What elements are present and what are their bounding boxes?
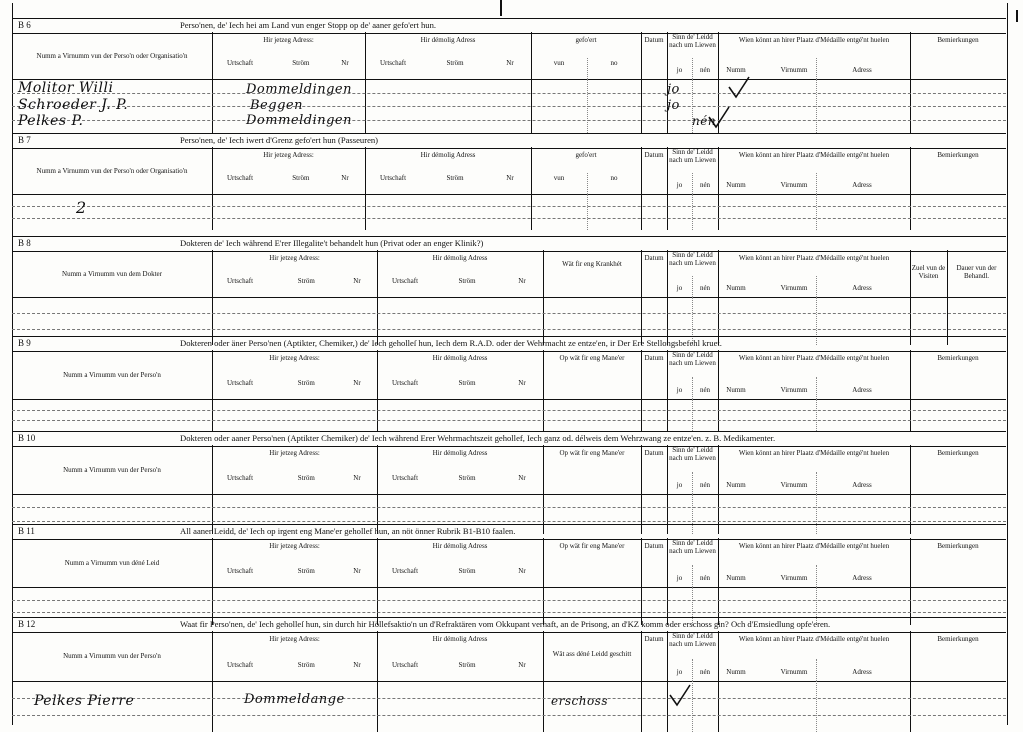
- address-label: Adress: [852, 386, 872, 394]
- handwritten-no: nén: [692, 114, 717, 128]
- row-line: [12, 329, 1006, 330]
- address-label: Adress: [852, 668, 872, 676]
- number-label: Nr: [518, 379, 526, 387]
- locality-label: Urtschaft: [226, 474, 254, 482]
- yes-label: jo: [676, 668, 683, 676]
- no-label: nén: [699, 386, 711, 394]
- handwritten-mark: 2: [76, 198, 87, 217]
- firstname-label: Virnumm: [780, 668, 808, 676]
- section-header: [12, 538, 1006, 588]
- current-address-label: Hir jetzeg Adress:: [263, 151, 314, 159]
- section-rows: [12, 681, 1006, 732]
- row-line: [12, 612, 1006, 613]
- section-code: B 6: [18, 20, 31, 30]
- column-rule-minor: [692, 399, 693, 431]
- street-label: Ström: [292, 174, 310, 182]
- locality-label: Urtschaft: [226, 277, 254, 285]
- section-code: B 7: [18, 135, 31, 145]
- remarks-label: Bemierkungen: [937, 542, 979, 550]
- number-label: Nr: [341, 174, 349, 182]
- name-label: Numm: [726, 386, 746, 394]
- column-rule-minor: [816, 194, 817, 230]
- handwritten-fate-b12: erschoss: [551, 694, 608, 708]
- locality-label: Urtschaft: [226, 59, 254, 67]
- section-b11: [12, 524, 1006, 625]
- section-header: [12, 32, 1006, 80]
- date-label: Datum: [644, 36, 664, 44]
- date-label: Datum: [644, 542, 664, 550]
- address-label: Adress: [852, 481, 872, 489]
- row-line: [12, 420, 1006, 421]
- address-label: Adress: [852, 284, 872, 292]
- former-address-label: Hir démolig Adress: [432, 635, 488, 643]
- street-label: Ström: [297, 379, 315, 387]
- street-label: Ström: [458, 379, 476, 387]
- locality-label: Urtschaft: [379, 59, 407, 67]
- section-code: B 12: [18, 619, 36, 629]
- duration-label: Dauer vun der Behandl.: [956, 264, 997, 280]
- handwritten-yes-2: jo: [667, 98, 680, 113]
- row-line: [12, 507, 1006, 508]
- date-label: Datum: [644, 151, 664, 159]
- current-address-label: Hir jetzeg Adress:: [269, 254, 320, 262]
- name-label: Numm: [726, 574, 746, 582]
- street-label: Ström: [297, 474, 315, 482]
- column-rule: [543, 399, 544, 431]
- street-label: Ström: [458, 277, 476, 285]
- number-label: Nr: [506, 174, 514, 182]
- medal-recipient-label: Wien könnt an hirer Plaatz d'Médaille entgé'nt huelen: [738, 36, 890, 44]
- row-line: [12, 715, 1006, 716]
- column-rule-minor: [816, 399, 817, 431]
- medal-recipient-label: Wien könnt an hirer Plaatz d'Médaille entgé'nt huelen: [738, 449, 890, 457]
- section-title: Perso'nen, de' Iech hei am Land vun enger Stopp op de' aaner gefo'ert hun.: [180, 20, 437, 30]
- first-column-label: Numm a Virnumm vun der Perso'n: [63, 466, 161, 474]
- date-label: Datum: [644, 449, 664, 457]
- handwritten-name-3: Pelkes P.: [18, 113, 84, 129]
- row-line: [12, 218, 1006, 219]
- manner-label: Op wät fir eng Mane'er: [559, 354, 625, 362]
- row-line: [12, 106, 1006, 107]
- name-label: Numm: [726, 181, 746, 189]
- section-b7: [12, 133, 1006, 230]
- column-rule-minor: [816, 58, 817, 79]
- handwritten-place-1: Dommeldingen: [246, 82, 352, 97]
- no-label: nén: [699, 481, 711, 489]
- firstname-label: Virnumm: [780, 181, 808, 189]
- medal-recipient-label: Wien könnt an hirer Plaatz d'Médaille entgé'nt huelen: [738, 635, 890, 643]
- section-rows: [12, 399, 1006, 431]
- former-address-label: Hir démolig Adress: [432, 254, 488, 262]
- number-label: Nr: [353, 474, 361, 482]
- section-title: Dokteren oder äner Perso'nen (Aptikter, Chemiker,) de' Iech geholleſ hun, Iech dem R.A.D. oder der Wehrmacht ze entze'en, ir Der Ere Stellongsbefehl kruet.: [180, 338, 722, 348]
- to-label: no: [610, 174, 618, 182]
- section-header: [12, 147, 1006, 195]
- first-column-label: Numm a Virnumm vun der Perso'n oder Organisatio'n: [36, 52, 188, 60]
- remarks-label: Bemierkungen: [937, 151, 979, 159]
- locality-label: Urtschaft: [391, 567, 419, 575]
- section-title: Perso'nen, de' Iech iwert d'Grenz gefo'ert hun (Passeuren): [180, 135, 379, 145]
- section-rows: [12, 194, 1006, 230]
- firstname-label: Virnumm: [780, 574, 808, 582]
- section-header: [12, 631, 1006, 682]
- alive-label: Sinn de' Leidd nach um Liewen: [669, 33, 716, 49]
- column-rule: [212, 194, 213, 230]
- handwritten-name-1: Molitor Willi: [18, 80, 114, 96]
- number-label: Nr: [518, 567, 526, 575]
- row-line: [12, 521, 1006, 522]
- street-label: Ström: [458, 661, 476, 669]
- column-rule: [365, 194, 366, 230]
- former-address-label: Hir démolig Adress: [420, 36, 476, 44]
- locality-label: Urtschaft: [379, 174, 407, 182]
- no-label: nén: [699, 66, 711, 74]
- former-address-label: Hir démolig Adress: [432, 542, 488, 550]
- fold-mark-right: [1016, 10, 1018, 22]
- section-title: Dokteren oder aaner Perso'nen (Aptikter Chemiker) de' Iech während Erer Wehrmachtszeit gehollef, Iech ganz od. délweis dem Wehrzwang ze entze'en. z. B. Medikamenter.: [180, 433, 776, 443]
- column-rule: [910, 399, 911, 431]
- number-label: Nr: [518, 661, 526, 669]
- section-title: Waat fir Perso'nen, de' Iech geholleſ hun, sin durch hir Höllefsaktio'n un d'Refraktären vom Okkupant verhaft, an de Prisong, an d'KZ komm oder erschoss gin? Och d'Emsiedlung opfe'eren.: [180, 619, 831, 629]
- locality-label: Urtschaft: [226, 567, 254, 575]
- former-address-label: Hir démolig Adress: [432, 354, 488, 362]
- number-label: Nr: [506, 59, 514, 67]
- column-rule: [910, 681, 911, 732]
- number-label: Nr: [518, 474, 526, 482]
- number-label: Nr: [341, 59, 349, 67]
- alive-label: Sinn de' Leidd nach um Liewen: [669, 251, 716, 267]
- row-line: [12, 206, 1006, 207]
- street-label: Ström: [297, 661, 315, 669]
- locality-label: Urtschaft: [226, 379, 254, 387]
- no-label: nén: [699, 181, 711, 189]
- section-code: B 9: [18, 338, 31, 348]
- alive-label: Sinn de' Leidd nach um Liewen: [669, 539, 716, 555]
- current-address-label: Hir jetzeg Adress:: [269, 542, 320, 550]
- to-label: no: [610, 59, 618, 67]
- medal-recipient-label: Wien könnt an hirer Plaatz d'Médaille entgé'nt huelen: [738, 542, 890, 550]
- column-rule-minor: [816, 377, 817, 399]
- handwritten-place-b12: Dommeldange: [244, 692, 345, 707]
- handwritten-name-b12: Pelkes Pierre: [34, 693, 135, 709]
- yes-label: jo: [676, 574, 683, 582]
- firstname-label: Virnumm: [780, 481, 808, 489]
- locality-label: Urtschaft: [226, 174, 254, 182]
- name-label: Numm: [726, 481, 746, 489]
- row-line: [12, 410, 1006, 411]
- yes-label: jo: [676, 181, 683, 189]
- check-mark: [707, 105, 731, 131]
- address-label: Adress: [852, 574, 872, 582]
- column-rule: [667, 399, 668, 431]
- locality-label: Urtschaft: [391, 474, 419, 482]
- handwritten-place-3: Dommeldingen: [246, 113, 352, 128]
- number-label: Nr: [353, 277, 361, 285]
- first-column-label: Numm a Virnumm vun der Perso'n: [63, 371, 161, 379]
- street-label: Ström: [292, 59, 310, 67]
- column-rule-minor: [816, 472, 817, 494]
- from-label: vun: [553, 174, 565, 182]
- section-rows: [12, 79, 1006, 133]
- manner-label: Op wät fir eng Mane'er: [559, 542, 625, 550]
- alive-label: Sinn de' Leidd nach um Liewen: [669, 351, 716, 367]
- row-line: [12, 698, 1006, 699]
- remarks-label: Bemierkungen: [937, 36, 979, 44]
- street-label: Ström: [458, 474, 476, 482]
- column-rule-minor: [692, 681, 693, 732]
- yes-label: jo: [676, 284, 683, 292]
- row-line: [12, 120, 1006, 121]
- column-rule: [910, 194, 911, 230]
- yes-label: jo: [676, 386, 683, 394]
- firstname-label: Virnumm: [780, 386, 808, 394]
- medal-recipient-label: Wien könnt an hirer Plaatz d'Médaille entgé'nt huelen: [738, 254, 890, 262]
- section-b6: [12, 18, 1006, 133]
- column-rule: [212, 681, 213, 732]
- column-rule: [377, 681, 378, 732]
- yes-label: jo: [676, 481, 683, 489]
- current-address-label: Hir jetzeg Adress:: [263, 36, 314, 44]
- locality-label: Urtschaft: [391, 277, 419, 285]
- handwritten-name-2: Schroeder J. P.: [18, 97, 129, 113]
- alive-label: Sinn de' Leidd nach um Liewen: [669, 632, 716, 648]
- street-label: Ström: [446, 59, 464, 67]
- section-b8: [12, 236, 1006, 345]
- row-line: [12, 600, 1006, 601]
- column-rule: [641, 399, 642, 431]
- transported-label: gefo'ert: [575, 36, 597, 44]
- current-address-label: Hir jetzeg Adress:: [269, 449, 320, 457]
- section-b10: [12, 431, 1006, 534]
- remarks-label: Bemierkungen: [937, 635, 979, 643]
- section-header: [12, 350, 1006, 400]
- number-label: Nr: [518, 277, 526, 285]
- fold-mark: [500, 0, 502, 16]
- visits-label: Zuel vun de Visiten: [911, 264, 946, 280]
- illness-label: Wät fir eng Krankhét: [562, 260, 622, 268]
- section-header: [12, 445, 1006, 495]
- street-label: Ström: [458, 567, 476, 575]
- locality-label: Urtschaft: [226, 661, 254, 669]
- address-label: Adress: [852, 66, 872, 74]
- column-rule-minor: [816, 276, 817, 297]
- first-column-label: Numm a Virnumm vun déné Leid: [64, 559, 160, 567]
- handwritten-yes-1: jo: [667, 82, 680, 97]
- transported-label: gefo'ert: [575, 151, 597, 159]
- first-column-label: Numm a Virnumm vun der Perso'n: [63, 652, 161, 660]
- name-label: Numm: [726, 668, 746, 676]
- current-address-label: Hir jetzeg Adress:: [269, 635, 320, 643]
- alive-label: Sinn de' Leidd nach um Liewen: [669, 148, 716, 164]
- column-rule-minor: [816, 659, 817, 682]
- name-label: Numm: [726, 66, 746, 74]
- medal-recipient-label: Wien könnt an hirer Plaatz d'Médaille entgé'nt huelen: [738, 151, 890, 159]
- column-rule-minor: [816, 565, 817, 587]
- check-mark: [668, 683, 692, 709]
- number-label: Nr: [353, 567, 361, 575]
- remarks-label: Bemierkungen: [937, 449, 979, 457]
- former-address-label: Hir démolig Adress: [420, 151, 476, 159]
- no-label: nén: [699, 284, 711, 292]
- remarks-label: Bemierkungen: [937, 354, 979, 362]
- address-label: Adress: [852, 181, 872, 189]
- street-label: Ström: [446, 174, 464, 182]
- column-rule: [543, 681, 544, 732]
- column-rule-minor: [816, 681, 817, 732]
- section-header: [12, 250, 1006, 298]
- alive-label: Sinn de' Leidd nach um Liewen: [669, 446, 716, 462]
- firstname-label: Virnumm: [780, 66, 808, 74]
- no-label: nén: [699, 574, 711, 582]
- column-rule: [543, 250, 544, 297]
- column-rule: [718, 681, 719, 732]
- column-rule: [667, 194, 668, 230]
- first-column-label: Numm a Virnumm vun der Perso'n oder Organisatio'n: [36, 167, 188, 175]
- section-b12: [12, 617, 1006, 732]
- section-code: B 11: [18, 526, 35, 536]
- first-column-label: Numm a Virnumm vun dem Dokter: [62, 270, 162, 278]
- column-rule: [718, 194, 719, 230]
- section-title: Dokteren de' Iech während E'rer Illegalite't behandelt hun (Privat oder an enger Klinik?): [180, 238, 484, 248]
- medal-recipient-label: Wien könnt an hirer Plaatz d'Médaille entgé'nt huelen: [738, 354, 890, 362]
- street-label: Ström: [297, 567, 315, 575]
- handwritten-place-2: Beggen: [250, 98, 303, 113]
- section-code: B 10: [18, 433, 36, 443]
- firstname-label: Virnumm: [780, 284, 808, 292]
- no-label: nén: [699, 668, 711, 676]
- yes-label: jo: [676, 66, 683, 74]
- column-rule-minor: [587, 194, 588, 230]
- section-b9: [12, 336, 1006, 431]
- column-rule: [641, 681, 642, 732]
- column-rule-minor: [816, 173, 817, 194]
- manner-label: Op wät fir eng Mane'er: [559, 449, 625, 457]
- section-code: B 8: [18, 238, 31, 248]
- row-line: [12, 93, 1006, 94]
- column-rule: [531, 194, 532, 230]
- date-label: Datum: [644, 254, 664, 262]
- row-line: [12, 313, 1006, 314]
- former-address-label: Hir démolig Adress: [432, 449, 488, 457]
- column-rule: [641, 194, 642, 230]
- current-address-label: Hir jetzeg Adress:: [269, 354, 320, 362]
- name-label: Numm: [726, 284, 746, 292]
- from-label: vun: [553, 59, 565, 67]
- locality-label: Urtschaft: [391, 379, 419, 387]
- street-label: Ström: [297, 277, 315, 285]
- check-mark: [727, 75, 751, 101]
- column-rule-minor: [692, 194, 693, 230]
- date-label: Datum: [644, 354, 664, 362]
- column-rule: [377, 399, 378, 431]
- column-rule: [718, 399, 719, 431]
- section-title: All aaner Leidd, de' Iech op irgent eng Mane'er gehollef hun, an nöt önner Rubrik B1-B10 faalen.: [180, 526, 516, 536]
- locality-label: Urtschaft: [391, 661, 419, 669]
- date-label: Datum: [644, 635, 664, 643]
- what-happened-label: Wät ass déné Leidd geschitt: [552, 650, 632, 658]
- number-label: Nr: [353, 379, 361, 387]
- column-rule: [212, 399, 213, 431]
- number-label: Nr: [353, 661, 361, 669]
